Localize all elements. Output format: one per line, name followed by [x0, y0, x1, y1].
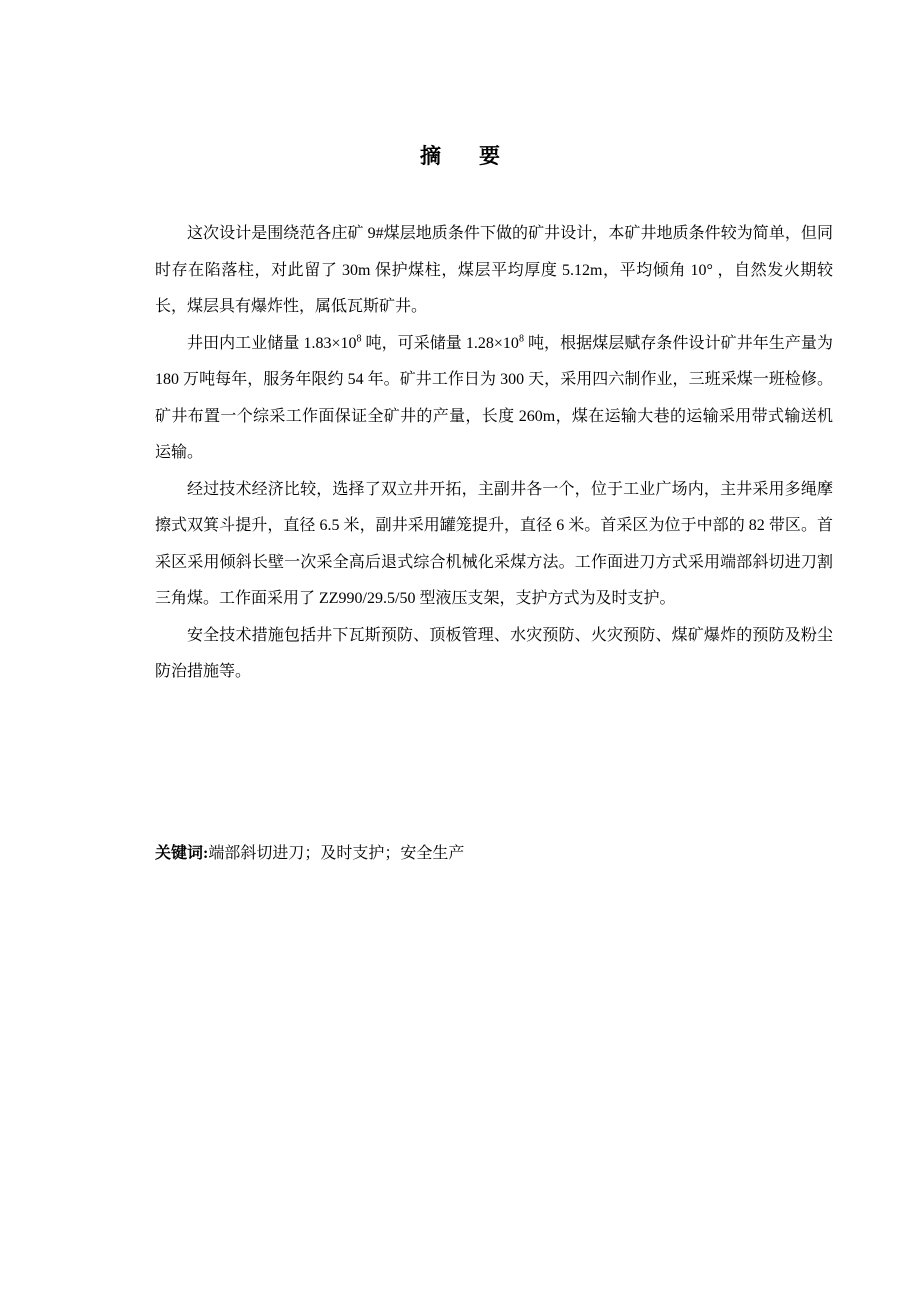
- exponent-1: 8: [356, 333, 362, 345]
- keywords-line: [155, 836, 833, 872]
- abstract-title: [0, 140, 920, 170]
- paragraph-1: 这次设计是围绕范各庄矿 9#煤层地质条件下做的矿井设计，本矿井地质条件较为简单，但同时存在陷落柱，对此留了 30m 保护煤柱，煤层平均厚度 5.12m，平均倾角 10° ，自然发火期较长，煤层具有爆炸性，属低瓦斯矿井。: [155, 225, 833, 315]
- title-char-2: 要: [479, 144, 500, 168]
- abstract-body: [155, 216, 833, 691]
- keywords-label: 关键词:: [155, 845, 209, 862]
- keywords-text: 端部斜切进刀；及时支护；安全生产: [208, 845, 465, 862]
- exponent-2: 8: [518, 333, 524, 345]
- paragraph-2-part-b: 吨，可采储量 1.28×10: [361, 334, 519, 352]
- paragraph-2-part-a: 井田内工业储量 1.83×10: [187, 334, 357, 352]
- paragraph-2: [155, 326, 833, 472]
- title-char-1: 摘: [420, 144, 441, 168]
- paragraph-2-part-c: 吨，根据煤层赋存条件设计矿井年生产量为 180 万吨每年，服务年限约 54 年。矿井工作日为 300 天，采用四六制作业，三班采煤一班检修。矿井布置一个综采工作面保证全矿井的产量，长度 260m，煤在运输大巷的运输采用带式输送机运输。: [155, 334, 833, 461]
- paragraph-4: 安全技术措施包括井下瓦斯预防、顶板管理、水灾预防、火灾预防、煤矿爆炸的预防及粉尘防治措施等。: [155, 626, 833, 680]
- paragraph-3: 经过技术经济比较，选择了双立井开拓，主副井各一个，位于工业广场内，主井采用多绳摩擦式双箕斗提升，直径 6.5 米，副井采用罐笼提升，直径 6 米。首采区为位于中部的 82 带区。首采区采用倾斜长壁一次采全高后退式综合机械化采煤方法。工作面进刀方式采用端部斜切进刀割三角煤。工作面采用了 ZZ990/29.5/50 型液压支架，支护方式为及时支护。: [155, 480, 833, 607]
